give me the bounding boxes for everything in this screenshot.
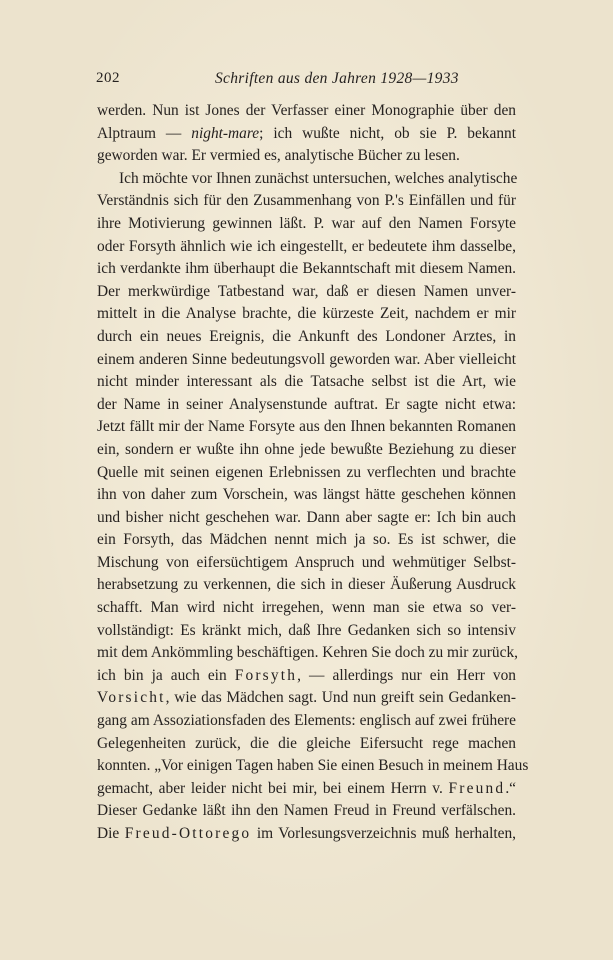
text-line	[97, 258, 516, 281]
text-run: Dieser Gedanke läßt ihn den Namen Freud in Freund verfälschen.	[97, 802, 516, 820]
text-run: ich verdankte ihm überhaupt die Bekanntschaft mit diesem Namen.	[97, 260, 516, 278]
text-line	[97, 574, 516, 597]
text-line	[97, 507, 516, 530]
text-line	[97, 755, 529, 778]
text-line	[97, 620, 516, 643]
text-line	[97, 597, 516, 620]
text-run: ich bin ja auch ein	[97, 666, 235, 684]
italic-text: night-mare	[191, 124, 260, 142]
text-line	[97, 100, 516, 123]
text-run: Jetzt fällt mir der Name Forsyte aus den Ihnen bekannten Romanen	[97, 418, 516, 436]
text-line	[97, 552, 516, 575]
text-run: mittelt in die Analyse brachte, die kürzeste Zeit, nachdem er mir	[97, 305, 516, 323]
text-line	[97, 733, 516, 756]
text-run: Verständnis sich für den Zusammenhang von P.'s Einfällen und für	[97, 192, 516, 210]
text-run: im Vorlesungsverzeichnis muß herhalten,	[251, 825, 516, 842]
text-line	[97, 303, 516, 326]
text-run: ihre Motivierung gewinnen läßt. P. war auf den Namen Forsyte	[97, 214, 516, 232]
running-title: Schriften aus den Jahren 1928—1933	[215, 70, 459, 87]
text-line	[97, 145, 516, 168]
text-run: schafft. Man wird nicht irregehen, wenn man sie etwa so ver-	[97, 599, 516, 617]
text-line	[97, 529, 516, 552]
text-line	[97, 687, 516, 710]
text-run: werden. Nun ist Jones der Verfasser einer Monographie über den	[97, 102, 516, 119]
text-line	[97, 710, 516, 733]
text-run: nicht minder interessant als die Tatsache selbst ist die Art, wie	[97, 373, 516, 391]
text-run: Alptraum —	[97, 124, 192, 142]
text-run: ; ich wußte nicht, ob sie P. bekannt	[259, 124, 516, 142]
text-run: der Name in seiner Analysenstunde auftrat. Er sagte nicht etwa:	[97, 395, 516, 413]
text-run: mit dem Ankömmling beschäftigen. Kehren Sie doch zu mir zurück,	[97, 644, 519, 662]
spaced-text: Forsyth	[234, 666, 298, 684]
text-run: vollständigt: Es kränkt mich, daß Ihre Gedanken sich so intensiv	[97, 621, 516, 639]
spaced-text: Freund	[448, 779, 506, 797]
spaced-text: Vorsicht	[97, 689, 166, 707]
text-line	[97, 349, 516, 372]
text-line	[97, 462, 516, 485]
text-run: geworden war. Er vermied es, analytische Bücher zu lesen.	[97, 147, 460, 165]
text-run: Ich möchte vor Ihnen zunächst untersuchen, welches analytische	[119, 169, 518, 187]
text-line	[97, 642, 519, 665]
text-run: und bisher nicht geschehen war. Dann aber sagte er: Ich bin auch	[97, 508, 516, 526]
text-run: .“	[505, 779, 516, 797]
text-line	[97, 439, 516, 462]
text-line	[97, 168, 516, 191]
text-run: ein, sondern er wußte ihn ohne jede bewußte Beziehung zu dieser	[97, 440, 516, 458]
text-line	[97, 326, 516, 349]
body-text	[97, 100, 529, 846]
text-run: Gelegenheiten zurück, die die gleiche Eifersucht rege machen	[97, 734, 516, 752]
text-run: ihn von daher zum Vorschein, was längst hätte geschehen können	[97, 486, 516, 504]
page-number: 202	[96, 70, 120, 86]
text-line	[97, 800, 516, 823]
page-header	[0, 70, 613, 92]
text-run: herabsetzung zu verkennen, die sich in dieser Äußerung Ausdruck	[97, 576, 516, 594]
text-line	[97, 484, 516, 507]
text-line	[97, 190, 516, 213]
text-run: konnten. „Vor einigen Tagen haben Sie einen Besuch in meinem Haus	[97, 757, 529, 775]
text-run: durch ein neues Ereignis, die Ankunft des Londoner Arztes, in	[97, 327, 516, 345]
text-run: ein Forsyth, das Mädchen nennt mich ja so. Es ist schwer, die	[97, 531, 516, 549]
text-line	[97, 371, 516, 394]
text-run: einem anderen Sinne bedeutungsvoll geworden war. Aber vielleicht	[97, 350, 516, 368]
text-run: Die	[97, 825, 125, 842]
text-run: gemacht, aber leider nicht bei mir, bei einem Herrn v.	[97, 779, 449, 797]
text-line	[97, 281, 516, 304]
text-run: gang am Assoziationsfaden des Elements: englisch auf zwei frühere	[97, 712, 516, 730]
text-line	[97, 394, 516, 417]
text-run: , wie das Mädchen sagt. Und nun greift sein Gedanken-	[165, 689, 516, 707]
text-run: Mischung von eifersüchtigem Anspruch und wehmütiger Selbst-	[97, 553, 516, 571]
text-run: Der merkwürdige Tatbestand war, daß er diesen Namen unver-	[97, 282, 516, 300]
text-run: oder Forsyth ähnlich wie ich eingestellt, er bedeutete ihm dasselbe,	[97, 237, 516, 255]
text-line	[97, 778, 516, 801]
text-line	[97, 665, 516, 688]
text-line	[97, 236, 516, 259]
spaced-text: Freud-Ottorego	[124, 825, 252, 842]
text-run: , — allerdings nur ein Herr von	[297, 666, 516, 684]
text-line	[97, 213, 516, 236]
text-line	[97, 823, 516, 846]
text-line	[97, 416, 516, 439]
text-run: Quelle mit seinen eigenen Erlebnissen zu verflechten und brachte	[97, 463, 516, 481]
text-line	[97, 123, 516, 146]
